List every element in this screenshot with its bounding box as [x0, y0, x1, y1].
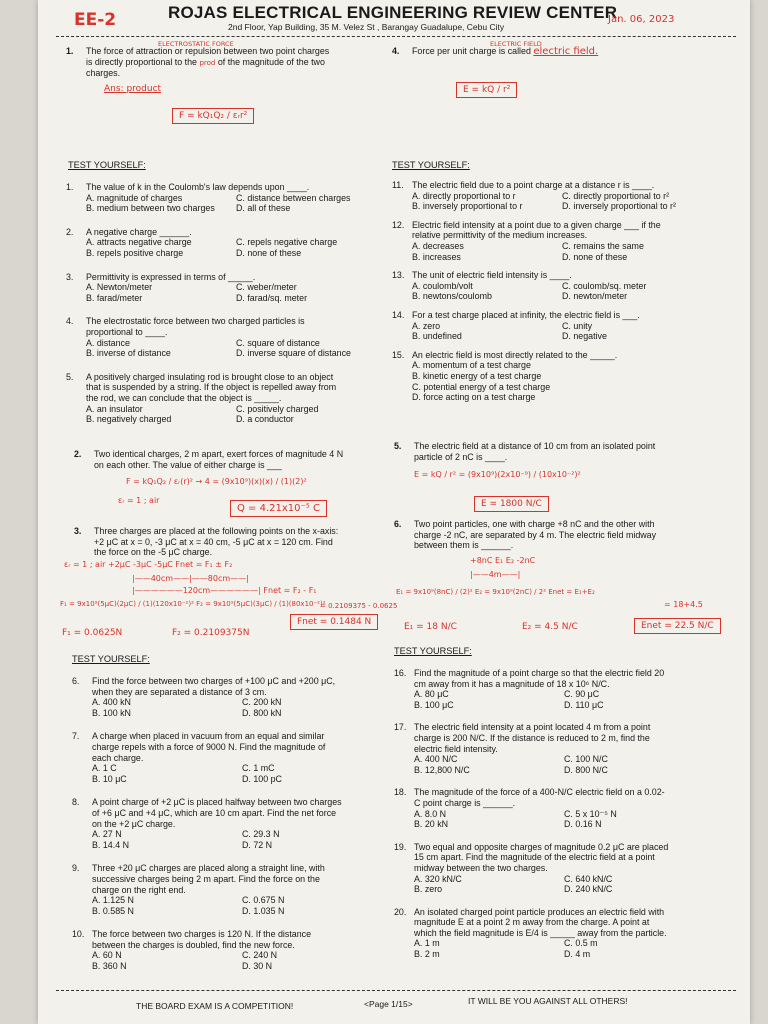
- question-text: A positively charged insulating rod is brought close to an object: [86, 371, 334, 382]
- answer-choice: A. coulomb/volt: [412, 280, 473, 291]
- answer-choice: D. none of these: [562, 251, 628, 262]
- answer-choice: C. potential energy of a test charge: [412, 381, 551, 392]
- answer-options: [412, 321, 742, 342]
- sheet-code: EE-2: [74, 10, 117, 30]
- question-number: 9.: [72, 863, 80, 874]
- answer-choice: B. repels positive charge: [86, 247, 184, 258]
- question-text: 15 cm apart. Find the magnitude of the electric field at a point: [414, 852, 655, 863]
- answer-choice: C. 0.5 m: [564, 938, 598, 949]
- question-item: [72, 676, 402, 718]
- answer-options: [92, 697, 402, 718]
- answer-choice: B. 12,800 N/C: [414, 764, 470, 775]
- answer-choice: C. directly proportional to r²: [562, 190, 670, 201]
- answer-choice: A. 1 m: [414, 938, 440, 949]
- answer-choice: C. square of distance: [236, 337, 320, 348]
- answer-choice: A. 80 μC: [414, 689, 449, 700]
- answer-choice: D. negative: [562, 331, 607, 342]
- answer-choice: B. increases: [412, 251, 461, 262]
- intro-question-4: 4. Force per unit charge is called electric field.: [392, 46, 599, 57]
- question-text: charge repels with a force of 9000 N. Find the magnitude of: [92, 741, 326, 752]
- answer-choice: A. 1 C: [92, 763, 117, 774]
- answer-choice: D. a conductor: [236, 414, 294, 425]
- q4-note-top: ELECTRIC FIELD: [490, 40, 542, 48]
- question-item: [72, 863, 402, 916]
- answer-choice: A. zero: [412, 320, 441, 331]
- test-yourself-heading-2: TEST YOURSELF:: [392, 160, 470, 170]
- answer-choice: A. momentum of a test charge: [412, 360, 531, 371]
- answer-choice: B. zero: [414, 884, 443, 895]
- left-question-set-2: [72, 676, 402, 972]
- question-text: An isolated charged point particle produces an electric field with: [414, 906, 665, 917]
- question-text: cm away from it has a magnitude of 18 x 10⁶ N/C.: [414, 678, 610, 689]
- answer-choice: C. 5 x 10⁻⁵ N: [564, 808, 617, 819]
- answer-options: [86, 193, 386, 214]
- problem-3-f1: F₁ = 0.0625N: [62, 628, 123, 638]
- question-number: 15.: [392, 349, 405, 360]
- handwritten-date: Jan. 06, 2023: [608, 14, 675, 25]
- question-number: 18.: [394, 787, 407, 798]
- answer-choice: D. newton/meter: [562, 291, 628, 302]
- answer-choice: D. none of these: [236, 247, 302, 258]
- page-number: <Page 1/15>: [364, 999, 413, 1009]
- field-formula-box: E = kQ / r²: [456, 82, 517, 98]
- question-number: 2.: [66, 226, 74, 237]
- answer-choice: A. magnitude of charges: [86, 192, 183, 203]
- answer-options: [92, 763, 402, 784]
- question-number: 11.: [392, 180, 404, 190]
- answer-choice: A. directly proportional to r: [412, 190, 516, 201]
- question-item: [66, 272, 386, 304]
- question-number: 8.: [72, 797, 80, 808]
- answer-choice: D. inverse square of distance: [236, 348, 351, 359]
- answer-choice: C. 29.3 N: [242, 829, 280, 840]
- answer-options: [414, 874, 744, 895]
- answer-choice: A. 400 kN: [92, 697, 131, 708]
- problem-5-answer: E = 1800 N/C: [474, 496, 549, 512]
- answer-choice: A. 8.0 N: [414, 808, 447, 819]
- problem-6-e1: E₁ = 18 N/C: [404, 622, 457, 632]
- answer-choice: D. 110 μC: [564, 699, 604, 710]
- question-text: For a test charge placed at infinity, the electric field is ___.: [412, 309, 640, 320]
- question-item: [66, 316, 386, 358]
- answer-choice: D. 30 N: [242, 961, 273, 972]
- answer-choice: C. weber/meter: [236, 282, 297, 293]
- coulomb-formula-box: F = kQ₁Q₂ / εᵣr²: [172, 108, 254, 124]
- problem-6-formulas: E₁ = 9x10⁹(8nC) / (2)² E₂ = 9x10⁹(2nC) / 2² Enet = E₁+E₂: [396, 588, 595, 596]
- test-yourself-heading-1: TEST YOURSELF:: [68, 160, 146, 170]
- question-item: [394, 787, 744, 829]
- question-item: [72, 797, 402, 850]
- answer-choice: C. 100 N/C: [564, 754, 608, 765]
- question-number: 13.: [392, 270, 405, 281]
- question-item: [392, 270, 742, 302]
- answer-choice: C. repels negative charge: [236, 237, 338, 248]
- question-item: [392, 310, 742, 342]
- question-text: magnitude E at a point 2 m away from the charge. A point at: [414, 917, 650, 928]
- answer-choice: [562, 360, 712, 371]
- question-text: which the field magnitude is E/4 is _____ away from the particle.: [414, 927, 667, 938]
- answer-options: [414, 754, 744, 775]
- answer-choice: C. 240 N: [242, 950, 278, 961]
- answer-choice: B. farad/meter: [86, 292, 143, 303]
- question-text: relative permittivity of the medium increases.: [412, 230, 588, 241]
- q1-answer: Ans: product: [104, 84, 162, 94]
- question-item: [66, 227, 386, 259]
- answer-choice: D. 0.16 N: [564, 819, 602, 830]
- problem-2-answer: Q = 4.21x10⁻⁵ C: [230, 500, 327, 517]
- footer-divider: [56, 990, 736, 991]
- answer-options: [412, 360, 742, 402]
- answer-choice: C. 0.675 N: [242, 895, 285, 906]
- answer-choice: A. 320 kN/C: [414, 873, 462, 884]
- question-item: [66, 182, 386, 214]
- question-text: the rod, we can conclude that the object is _____.: [86, 392, 282, 403]
- answer-options: [92, 895, 402, 916]
- answer-choice: B. 0.585 N: [92, 905, 134, 916]
- problem-6: 6. Two point particles, one with charge +8 nC and the other with charge -2 nC, are separated by 4 m. The electric field midway between them is ______.: [394, 519, 657, 551]
- right-question-set-1: [392, 180, 742, 403]
- footer-left-slogan: THE BOARD EXAM IS A COMPETITION!: [136, 1001, 294, 1011]
- question-text: A point charge of +2 μC is placed halfway between two charges: [92, 797, 342, 808]
- answer-choice: B. 2 m: [414, 949, 440, 960]
- answer-choice: A. 27 N: [92, 829, 122, 840]
- question-number: 19.: [394, 841, 407, 852]
- q1-note-top: ELECTROSTATIC FORCE: [158, 40, 234, 48]
- right-question-set-2: [394, 668, 744, 960]
- question-item: [392, 220, 742, 262]
- problem-3-f2: F₂ = 0.2109375N: [172, 628, 250, 638]
- answer-choice: D. inversely proportional to r²: [562, 201, 676, 212]
- answer-choice: C. coulomb/sq. meter: [562, 280, 647, 291]
- problem-2-work: F = kQ₁Q₂ / εᵣ(r)² → 4 = (9x10⁹)(x)(x) / (1)(2)²: [126, 477, 307, 486]
- question-number: 17.: [394, 722, 407, 733]
- question-item: [394, 842, 744, 895]
- problem-3-diagram-1: εᵣ = 1 ; air +2μC -3μC -5μC Fnet = F₁ ± F₂: [64, 560, 233, 569]
- answer-options: [86, 338, 386, 359]
- address-line: 2nd Floor, Yap Building, 35 M. Velez St , Barangay Guadalupe, Cebu City: [228, 22, 505, 32]
- question-text: Electric field intensity at a point due to a given charge ___ if the: [412, 219, 661, 230]
- answer-choice: D. all of these: [236, 203, 291, 214]
- question-text: The value of k in the Coulomb's law depends upon ____.: [86, 182, 310, 192]
- review-sheet: [38, 0, 750, 1024]
- answer-choice: C. distance between charges: [236, 192, 351, 203]
- question-text: The electric field due to a point charge at a distance r is ____.: [412, 180, 655, 190]
- question-item: [66, 372, 386, 425]
- question-number: 3.: [66, 271, 74, 282]
- problem-3-answer: Fnet = 0.1484 N: [290, 614, 378, 630]
- question-text: proportional to ____.: [86, 326, 168, 337]
- left-question-set-1: [66, 182, 386, 425]
- question-item: [72, 731, 402, 784]
- question-text: The force between two charges is 120 N. If the distance: [92, 929, 312, 940]
- answer-choice: B. 14.4 N: [92, 839, 129, 850]
- answer-choice: A. 60 N: [92, 950, 122, 961]
- answer-choice: C. unity: [562, 320, 593, 331]
- question-number: 16.: [394, 668, 407, 678]
- answer-choice: C. 640 kN/C: [564, 873, 613, 884]
- question-text: C point charge is ______.: [414, 797, 516, 808]
- problem-5-work: E = kQ / r² = (9x10⁹)(2x10⁻⁹) / (10x10⁻²)²: [414, 470, 581, 479]
- question-number: 6.: [72, 676, 80, 686]
- question-text: Find the magnitude of a point charge so that the electric field 20: [414, 668, 665, 678]
- question-text: Two equal and opposite charges of magnitude 0.2 μC are placed: [414, 841, 669, 852]
- answer-choice: D. force acting on a test charge: [412, 392, 536, 403]
- question-text: The electric field intensity at a point located 4 m from a point: [414, 722, 651, 733]
- answer-choice: D. farad/sq. meter: [236, 292, 308, 303]
- answer-choice: A. 1.125 N: [92, 895, 134, 906]
- problem-3-subtraction: = 0.2109375 - 0.0625: [320, 602, 398, 610]
- answer-options: [92, 829, 402, 850]
- answer-choice: C. positively charged: [236, 403, 319, 414]
- question-text: A charge when placed in vacuum from an equal and similar: [92, 731, 325, 742]
- answer-choice: C. 90 μC: [564, 689, 600, 700]
- question-number: 4.: [66, 316, 74, 327]
- answer-choice: C. remains the same: [562, 240, 644, 251]
- answer-options: [414, 689, 744, 710]
- question-number: 14.: [392, 309, 405, 320]
- problem-2: 2. Two identical charges, 2 m apart, exert forces of magnitude 4 N on each other. The value of either charge is ___: [74, 449, 344, 470]
- problem-6-answer: Enet = 22.5 N/C: [634, 618, 721, 634]
- question-text: Permittivity is expressed in terms of _____.: [86, 271, 256, 282]
- answer-choice: B. 100 μC: [414, 699, 454, 710]
- question-item: [392, 180, 742, 212]
- question-text: The unit of electric field intensity is ____.: [412, 270, 572, 281]
- question-item: [394, 907, 744, 960]
- question-text: midway between the two charges.: [414, 862, 548, 873]
- question-item: [392, 350, 742, 403]
- question-text: An electric field is most directly related to the _____.: [412, 349, 618, 360]
- answer-options: [92, 950, 402, 971]
- question-text: of +6 μC and +4 μC, which are 10 cm apart. Find the net force: [92, 807, 337, 818]
- answer-choice: B. 360 N: [92, 961, 127, 972]
- question-text: charge is 200 N/C. If the distance is reduced to 2 m, find the: [414, 732, 650, 743]
- problem-3: 3. Three charges are placed at the following points on the x-axis: +2 μC at x = 0, -3 μC at x = 40 cm, -5 μC at x = 120 cm. Find the force on the -5 μC charge.: [74, 526, 339, 558]
- answer-choice: [562, 371, 712, 382]
- question-text: electric field intensity.: [414, 743, 498, 754]
- answer-choice: D. 1.035 N: [242, 905, 285, 916]
- question-text: Three +20 μC charges are placed along a straight line, with: [92, 863, 325, 874]
- question-text: The magnitude of the force of a 400-N/C electric field on a 0.02-: [414, 787, 665, 798]
- answer-choice: [562, 382, 712, 393]
- answer-choice: D. 100 pC: [242, 773, 282, 784]
- answer-options: [414, 938, 744, 959]
- question-item: [72, 929, 402, 971]
- answer-options: [412, 241, 742, 262]
- answer-choice: C. 200 kN: [242, 697, 282, 708]
- answer-choice: A. 400 N/C: [414, 754, 458, 765]
- problem-2-note: εᵣ = 1 ; air: [118, 496, 160, 505]
- question-number: 7.: [72, 731, 80, 742]
- answer-options: [414, 809, 744, 830]
- answer-choice: B. 100 kN: [92, 707, 131, 718]
- question-number: 10.: [72, 929, 85, 940]
- answer-choice: B. undefined: [412, 331, 462, 342]
- answer-choice: B. 10 μC: [92, 773, 127, 784]
- question-text: on the +2 μC charge.: [92, 818, 176, 829]
- answer-choice: [562, 392, 712, 403]
- question-text: successive charges being 2 m apart. Find the force on the: [92, 873, 320, 884]
- question-item: [394, 722, 744, 775]
- answer-choice: A. Newton/meter: [86, 282, 153, 293]
- answer-choice: B. kinetic energy of a test charge: [412, 370, 542, 381]
- answer-options: [86, 237, 386, 258]
- answer-options: [86, 282, 386, 303]
- problem-5: 5. The electric field at a distance of 10 cm from an isolated point particle of 2 nC is ____.: [394, 441, 656, 462]
- question-text: when they are separated a distance of 3 cm.: [92, 686, 267, 697]
- question-number: 5.: [66, 371, 74, 382]
- answer-choice: D. 72 N: [242, 839, 273, 850]
- question-number: 20.: [394, 906, 407, 917]
- answer-choice: A. an insulator: [86, 403, 143, 414]
- problem-6-e2: E₂ = 4.5 N/C: [522, 622, 578, 632]
- question-text: Find the force between two charges of +100 μC and +200 μC,: [92, 676, 336, 686]
- question-text: charge on the right end.: [92, 884, 186, 895]
- problem-6-sum: = 18+4.5: [664, 600, 703, 609]
- problem-6-diagram-2: |——4m——|: [470, 570, 521, 579]
- answer-options: [86, 404, 386, 425]
- answer-choice: D. 800 kN: [242, 707, 282, 718]
- answer-choice: B. newtons/coulomb: [412, 291, 492, 302]
- answer-choice: B. inversely proportional to r: [412, 201, 523, 212]
- question-text: A negative charge ______.: [86, 226, 192, 237]
- question-item: [394, 668, 744, 710]
- answer-choice: D. 800 N/C: [564, 764, 608, 775]
- intro-question-1: 1. The force of attraction or repulsion between two point charges is directly proportional to the prod of the magnitude of the two charges.: [66, 46, 330, 79]
- problem-3-formulas: F₁ = 9x10⁹(5μC)(2μC) / (1)(120x10⁻²)² F₂ = 9x10⁹(5μC)(3μC) / (1)(80x10⁻²)²: [60, 600, 326, 608]
- page-title: ROJAS ELECTRICAL ENGINEERING REVIEW CENTER: [168, 3, 618, 22]
- problem-3-diagram-3: |——————120cm——————| Fnet = F₂ - F₁: [132, 586, 317, 595]
- question-number: 1.: [66, 182, 74, 192]
- answer-options: [412, 281, 742, 302]
- answer-choice: C. 1 mC: [242, 763, 275, 774]
- answer-choice: B. medium between two charges: [86, 203, 215, 214]
- question-text: The electrostatic force between two charged particles is: [86, 316, 305, 327]
- answer-choice: D. 240 kN/C: [564, 884, 613, 895]
- answer-choice: B. inverse of distance: [86, 348, 171, 359]
- answer-options: [412, 191, 742, 212]
- question-number: 12.: [392, 219, 405, 230]
- problem-3-diagram-2: |——40cm——|——80cm——|: [132, 574, 249, 583]
- question-text: between the charges is doubled, find the new force.: [92, 939, 295, 950]
- problem-6-diagram-1: +8nC E₁ E₂ -2nC: [470, 556, 536, 565]
- answer-choice: B. negatively charged: [86, 414, 172, 425]
- answer-choice: B. 20 kN: [414, 819, 449, 830]
- test-yourself-heading-4: TEST YOURSELF:: [72, 654, 150, 664]
- answer-choice: A. decreases: [412, 240, 464, 251]
- test-yourself-heading-3: TEST YOURSELF:: [394, 646, 472, 656]
- answer-choice: D. 4 m: [564, 949, 591, 960]
- answer-choice: A. distance: [86, 337, 130, 348]
- header-divider: [56, 36, 736, 37]
- footer-right-slogan: IT WILL BE YOU AGAINST ALL OTHERS!: [468, 996, 628, 1006]
- question-text: that is suspended by a string. If the object is repelled away from: [86, 382, 337, 393]
- question-text: each charge.: [92, 752, 144, 763]
- answer-choice: A. attracts negative charge: [86, 237, 192, 248]
